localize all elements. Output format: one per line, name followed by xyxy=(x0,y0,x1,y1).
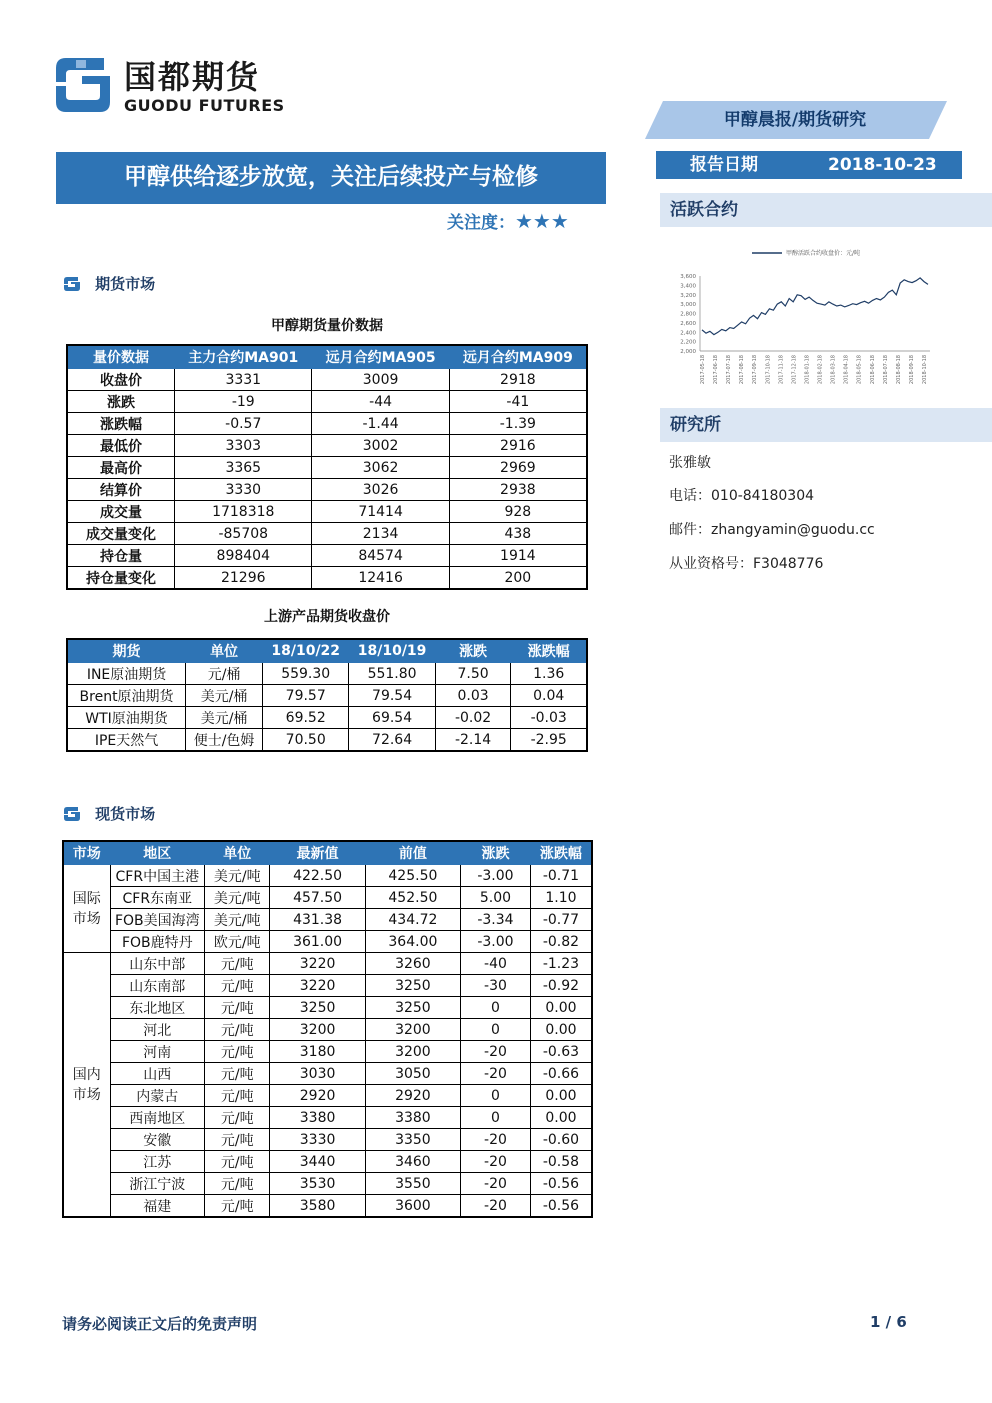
table-row xyxy=(63,1173,592,1195)
table-cell: 3580 xyxy=(270,1195,365,1218)
table-cell: 元/桶 xyxy=(186,663,263,685)
table-row xyxy=(63,1085,592,1107)
table-cell: 山东中部 xyxy=(110,953,205,975)
guodu-logo-icon xyxy=(52,54,114,116)
table-cell: 2918 xyxy=(449,369,587,391)
table-cell: 452.50 xyxy=(365,887,460,909)
table-cell: 438 xyxy=(449,523,587,545)
table-cell: 河南 xyxy=(110,1041,205,1063)
x-tick-label: 2018-03-18 xyxy=(830,355,837,385)
table-cell: 928 xyxy=(449,501,587,523)
table-cell: -85708 xyxy=(175,523,312,545)
table-cell: 3550 xyxy=(365,1173,460,1195)
report-date-label: 报告日期 xyxy=(690,155,758,175)
table-cell: WTI原油期货 xyxy=(67,707,186,729)
x-tick-label: 2017-07-18 xyxy=(726,355,733,385)
table-cell: 2920 xyxy=(365,1085,460,1107)
table-row xyxy=(67,523,587,545)
table-cell: 0.00 xyxy=(530,997,592,1019)
table-cell: 431.38 xyxy=(270,909,365,931)
table-row xyxy=(63,1019,592,1041)
table-cell: 美元/吨 xyxy=(205,909,270,931)
analyst-name: 张雅敏 xyxy=(669,455,711,471)
column-header: 前值 xyxy=(365,841,460,865)
table-cell: 3250 xyxy=(365,975,460,997)
column-header: 地区 xyxy=(110,841,205,865)
table-row xyxy=(63,997,592,1019)
table-cell: 河北 xyxy=(110,1019,205,1041)
row-label: 持仓量 xyxy=(67,545,175,567)
market-label: 国际市场 xyxy=(72,890,101,927)
y-tick-label: 2,200 xyxy=(680,339,696,346)
column-header: 18/10/22 xyxy=(263,639,349,663)
y-tick-label: 2,400 xyxy=(680,330,696,337)
table-cell: 1718318 xyxy=(175,501,312,523)
x-tick-label: 2017-09-18 xyxy=(752,355,759,385)
table-cell: 364.00 xyxy=(365,931,460,953)
row-label: 成交量 xyxy=(67,501,175,523)
table-row xyxy=(67,391,587,413)
row-label: 成交量变化 xyxy=(67,523,175,545)
table-cell: -0.66 xyxy=(530,1063,592,1085)
table-cell: -1.39 xyxy=(449,413,587,435)
table-row xyxy=(63,865,592,887)
table-row xyxy=(63,1107,592,1129)
table-cell: 美元/吨 xyxy=(205,887,270,909)
table-row xyxy=(63,953,592,975)
table-row xyxy=(63,1041,592,1063)
table-cell: 3002 xyxy=(312,435,449,457)
table-cell: 元/吨 xyxy=(205,997,270,1019)
column-header: 涨跌幅 xyxy=(511,639,587,663)
table-cell: -0.60 xyxy=(530,1129,592,1151)
table-cell: 71414 xyxy=(312,501,449,523)
table-cell: -20 xyxy=(461,1041,531,1063)
table-cell: 1914 xyxy=(449,545,587,567)
brand-name-cn: 国都期货 xyxy=(124,58,261,96)
table-row xyxy=(67,369,587,391)
column-header: 单位 xyxy=(186,639,263,663)
table-cell: 0.00 xyxy=(530,1107,592,1129)
analyst-license: 从业资格号：F3048776 xyxy=(669,556,824,572)
table-cell: 3200 xyxy=(270,1019,365,1041)
table-row xyxy=(63,1063,592,1085)
table-cell: 山东南部 xyxy=(110,975,205,997)
active-contract-heading-text: 活跃合约 xyxy=(670,200,738,220)
table-cell: -20 xyxy=(461,1129,531,1151)
row-label: 收盘价 xyxy=(67,369,175,391)
table-cell: -20 xyxy=(461,1173,531,1195)
table-header-row xyxy=(67,345,587,369)
table-cell: 2969 xyxy=(449,457,587,479)
table-cell: 7.50 xyxy=(435,663,511,685)
table-cell: 元/吨 xyxy=(205,1195,270,1218)
table-cell: 元/吨 xyxy=(205,1107,270,1129)
table-cell: 3331 xyxy=(175,369,312,391)
table-cell: 山西 xyxy=(110,1063,205,1085)
attention-label: 关注度： xyxy=(447,213,515,233)
table-cell: 江苏 xyxy=(110,1151,205,1173)
table-cell: 3062 xyxy=(312,457,449,479)
table-cell: FOB鹿特丹 xyxy=(110,931,205,953)
table-cell: 1.10 xyxy=(530,887,592,909)
table-row xyxy=(67,457,587,479)
table-cell: 0.03 xyxy=(435,685,511,707)
table-header-row xyxy=(67,639,587,663)
table-cell: IPE天然气 xyxy=(67,729,186,752)
futures-section-text: 期货市场 xyxy=(95,275,156,293)
table-cell: 3220 xyxy=(270,953,365,975)
header-tag: 甲醇晨报/期货研究 xyxy=(723,110,867,130)
table-cell: 0 xyxy=(461,1107,531,1129)
x-tick-label: 2018-08-18 xyxy=(895,355,902,385)
x-tick-label: 2017-08-18 xyxy=(739,355,746,385)
table-cell: 3365 xyxy=(175,457,312,479)
column-header: 18/10/19 xyxy=(349,639,435,663)
table-cell: 3260 xyxy=(365,953,460,975)
row-label: 涨跌幅 xyxy=(67,413,175,435)
x-tick-label: 2017-11-18 xyxy=(778,355,785,385)
column-header: 最新值 xyxy=(270,841,365,865)
table-cell: -0.56 xyxy=(530,1173,592,1195)
table-cell: 898404 xyxy=(175,545,312,567)
table-cell: 元/吨 xyxy=(205,1151,270,1173)
attention-rating xyxy=(447,208,569,233)
table-cell: 21296 xyxy=(175,567,312,590)
futures-price-table xyxy=(66,344,588,590)
table-cell: -0.82 xyxy=(530,931,592,953)
table-cell: 浙江宁波 xyxy=(110,1173,205,1195)
table-cell: 69.52 xyxy=(263,707,349,729)
table-cell: 安徽 xyxy=(110,1129,205,1151)
star-icons: ★★★ xyxy=(515,209,569,233)
column-header: 涨跌幅 xyxy=(530,841,592,865)
x-tick-label: 2018-09-18 xyxy=(908,355,915,385)
table-cell: -19 xyxy=(175,391,312,413)
table-row xyxy=(67,729,587,752)
table-cell: 元/吨 xyxy=(205,953,270,975)
table-cell: 457.50 xyxy=(270,887,365,909)
research-heading-text: 研究所 xyxy=(670,415,721,435)
table-cell: 元/吨 xyxy=(205,1173,270,1195)
spot-price-table xyxy=(62,840,593,1218)
table-row xyxy=(63,1195,592,1218)
table-cell: 84574 xyxy=(312,545,449,567)
table-cell: -41 xyxy=(449,391,587,413)
table-cell: 551.80 xyxy=(349,663,435,685)
table-cell: 69.54 xyxy=(349,707,435,729)
table-cell: -0.63 xyxy=(530,1041,592,1063)
column-header: 量价数据 xyxy=(67,345,175,369)
table-cell: 0.04 xyxy=(511,685,587,707)
table-cell: 美元/桶 xyxy=(186,685,263,707)
table-row xyxy=(67,545,587,567)
analyst-email[interactable]: 邮件：zhangyamin@guodu.cc xyxy=(669,522,875,538)
table-cell: -0.58 xyxy=(530,1151,592,1173)
x-tick-label: 2018-01-18 xyxy=(804,355,811,385)
table-cell: 西南地区 xyxy=(110,1107,205,1129)
table-cell: 元/吨 xyxy=(205,1019,270,1041)
table-cell: -30 xyxy=(461,975,531,997)
table-cell: 361.00 xyxy=(270,931,365,953)
x-tick-label: 2017-12-18 xyxy=(791,355,798,385)
table-cell: -0.92 xyxy=(530,975,592,997)
y-tick-label: 3,400 xyxy=(680,283,696,290)
table-row xyxy=(63,909,592,931)
table-cell: -20 xyxy=(461,1063,531,1085)
row-label: 涨跌 xyxy=(67,391,175,413)
y-tick-label: 2,800 xyxy=(680,311,696,318)
table-cell: 72.64 xyxy=(349,729,435,752)
table-cell: 200 xyxy=(449,567,587,590)
legend-label: 甲醇活跃合约收盘价：元/吨 xyxy=(786,250,861,257)
table-cell: 元/吨 xyxy=(205,1129,270,1151)
report-title: 甲醇供给逐步放宽，关注后续投产与检修 xyxy=(56,152,606,204)
table-row xyxy=(67,707,587,729)
table-cell: CFR中国主港 xyxy=(110,865,205,887)
table-cell: 元/吨 xyxy=(205,1041,270,1063)
table-cell: 3330 xyxy=(270,1129,365,1151)
table-cell: 2916 xyxy=(449,435,587,457)
table-cell: -3.00 xyxy=(461,865,531,887)
table-cell: -20 xyxy=(461,1195,531,1218)
table-cell: 2938 xyxy=(449,479,587,501)
report-date-value: 2018-10-23 xyxy=(828,155,937,175)
series-line xyxy=(702,278,928,335)
analyst-phone: 电话：010-84180304 xyxy=(669,488,815,504)
column-header: 涨跌 xyxy=(435,639,511,663)
table-cell: -40 xyxy=(461,953,531,975)
table-cell: -0.03 xyxy=(511,707,587,729)
x-tick-label: 2017-10-18 xyxy=(765,355,772,385)
table-cell: -20 xyxy=(461,1151,531,1173)
column-header: 市场 xyxy=(63,841,110,865)
table-cell: 12416 xyxy=(312,567,449,590)
table-cell: 美元/吨 xyxy=(205,865,270,887)
table-cell: 422.50 xyxy=(270,865,365,887)
table-cell: 3220 xyxy=(270,975,365,997)
market-cell xyxy=(63,953,110,1218)
y-tick-label: 3,600 xyxy=(680,274,696,280)
report-date-bar xyxy=(656,151,962,179)
y-tick-label: 2,600 xyxy=(680,320,696,327)
table-cell: 3350 xyxy=(365,1129,460,1151)
table-cell: 3440 xyxy=(270,1151,365,1173)
table-cell: -2.95 xyxy=(511,729,587,752)
market-label: 国内市场 xyxy=(72,1066,101,1103)
table-cell: 3200 xyxy=(365,1041,460,1063)
x-tick-label: 2018-06-18 xyxy=(869,355,876,385)
table-cell: 3180 xyxy=(270,1041,365,1063)
table-cell: 3250 xyxy=(270,997,365,1019)
x-tick-label: 2018-04-18 xyxy=(843,355,850,385)
x-tick-label: 2018-05-18 xyxy=(856,355,863,385)
table-cell: Brent原油期货 xyxy=(67,685,186,707)
x-tick-label: 2017-06-18 xyxy=(713,355,720,385)
table-cell: 福建 xyxy=(110,1195,205,1218)
table-cell: 0.00 xyxy=(530,1085,592,1107)
table2-title: 上游产品期货收盘价 xyxy=(264,609,390,625)
table-cell: 434.72 xyxy=(365,909,460,931)
brand-logo xyxy=(52,52,292,122)
table-cell: -3.00 xyxy=(461,931,531,953)
table-cell: 3530 xyxy=(270,1173,365,1195)
table-cell: 559.30 xyxy=(263,663,349,685)
table-cell: -2.14 xyxy=(435,729,511,752)
table-cell: 2920 xyxy=(270,1085,365,1107)
x-tick-label: 2018-02-18 xyxy=(817,355,824,385)
table-cell: 3050 xyxy=(365,1063,460,1085)
x-tick-label: 2018-07-18 xyxy=(882,355,889,385)
table-cell: -0.71 xyxy=(530,865,592,887)
spot-section-text: 现货市场 xyxy=(95,805,156,823)
page-number: 1 / 6 xyxy=(870,1313,907,1331)
table-cell: CFR东南亚 xyxy=(110,887,205,909)
table-cell: 425.50 xyxy=(365,865,460,887)
column-header: 主力合约MA901 xyxy=(175,345,312,369)
table-cell: 3250 xyxy=(365,997,460,1019)
table-cell: 3009 xyxy=(312,369,449,391)
table-cell: 2134 xyxy=(312,523,449,545)
column-header: 期货 xyxy=(67,639,186,663)
table-cell: -1.44 xyxy=(312,413,449,435)
table-cell: 0 xyxy=(461,1085,531,1107)
table1-title: 甲醇期货量价数据 xyxy=(271,318,383,334)
table-cell: 79.54 xyxy=(349,685,435,707)
table-cell: 元/吨 xyxy=(205,1085,270,1107)
table-cell: 3030 xyxy=(270,1063,365,1085)
table-cell: 3026 xyxy=(312,479,449,501)
row-label: 最低价 xyxy=(67,435,175,457)
row-label: 持仓量变化 xyxy=(67,567,175,590)
spot-section-label xyxy=(62,803,155,824)
row-label: 最高价 xyxy=(67,457,175,479)
table-cell: 3303 xyxy=(175,435,312,457)
research-heading xyxy=(660,408,992,442)
table-cell: 内蒙古 xyxy=(110,1085,205,1107)
table-row xyxy=(67,567,587,590)
column-header: 涨跌 xyxy=(461,841,531,865)
upstream-futures-table xyxy=(66,638,588,752)
table-row xyxy=(63,887,592,909)
section-bullet-icon xyxy=(62,276,82,292)
column-header: 单位 xyxy=(205,841,270,865)
table-cell: -1.23 xyxy=(530,953,592,975)
table-cell: 5.00 xyxy=(461,887,531,909)
futures-section-label xyxy=(62,273,155,294)
table-cell: -0.77 xyxy=(530,909,592,931)
active-contract-heading xyxy=(660,193,992,227)
table-cell: 3600 xyxy=(365,1195,460,1218)
column-header: 远月合约MA905 xyxy=(312,345,449,369)
table-cell: 元/吨 xyxy=(205,975,270,997)
table-row xyxy=(67,435,587,457)
y-tick-label: 3,000 xyxy=(680,302,696,309)
table-row xyxy=(67,479,587,501)
brand-name-en: GUODU FUTURES xyxy=(124,96,285,115)
table-cell: 3460 xyxy=(365,1151,460,1173)
row-label: 结算价 xyxy=(67,479,175,501)
table-cell: 3380 xyxy=(365,1107,460,1129)
table-cell: 东北地区 xyxy=(110,997,205,1019)
table-cell: -44 xyxy=(312,391,449,413)
y-tick-label: 2,000 xyxy=(680,349,696,355)
table-cell: 3200 xyxy=(365,1019,460,1041)
table-cell: -0.56 xyxy=(530,1195,592,1218)
table-cell: 美元/桶 xyxy=(186,707,263,729)
table-row xyxy=(63,1151,592,1173)
x-tick-label: 2018-10-18 xyxy=(922,355,928,385)
table-row xyxy=(63,1129,592,1151)
x-tick-label: 2017-05-18 xyxy=(700,355,706,385)
table-row xyxy=(63,931,592,953)
table-cell: 0.00 xyxy=(530,1019,592,1041)
table-cell: 欧元/吨 xyxy=(205,931,270,953)
table-row xyxy=(67,413,587,435)
table-cell: 0 xyxy=(461,1019,531,1041)
table-cell: INE原油期货 xyxy=(67,663,186,685)
column-header: 远月合约MA909 xyxy=(449,345,587,369)
table-cell: 1.36 xyxy=(511,663,587,685)
table-cell: 便士/色姆 xyxy=(186,729,263,752)
table-row xyxy=(67,501,587,523)
table-row xyxy=(63,975,592,997)
table-cell: -0.57 xyxy=(175,413,312,435)
table-cell: 70.50 xyxy=(263,729,349,752)
table-row xyxy=(67,663,587,685)
table-cell: 3380 xyxy=(270,1107,365,1129)
table-row xyxy=(67,685,587,707)
y-tick-label: 3,200 xyxy=(680,292,696,299)
table-cell: 元/吨 xyxy=(205,1063,270,1085)
table-cell: -3.34 xyxy=(461,909,531,931)
footer-disclaimer[interactable]: 请务必阅读正文后的免责声明 xyxy=(62,1315,258,1333)
market-cell xyxy=(63,865,110,953)
methanol-price-chart xyxy=(660,236,950,396)
table-header-row xyxy=(63,841,592,865)
table-cell: -0.02 xyxy=(435,707,511,729)
table-cell: 3330 xyxy=(175,479,312,501)
table-cell: 0 xyxy=(461,997,531,1019)
table-cell: 79.57 xyxy=(263,685,349,707)
table-cell: FOB美国海湾 xyxy=(110,909,205,931)
section-bullet-icon xyxy=(62,806,82,822)
